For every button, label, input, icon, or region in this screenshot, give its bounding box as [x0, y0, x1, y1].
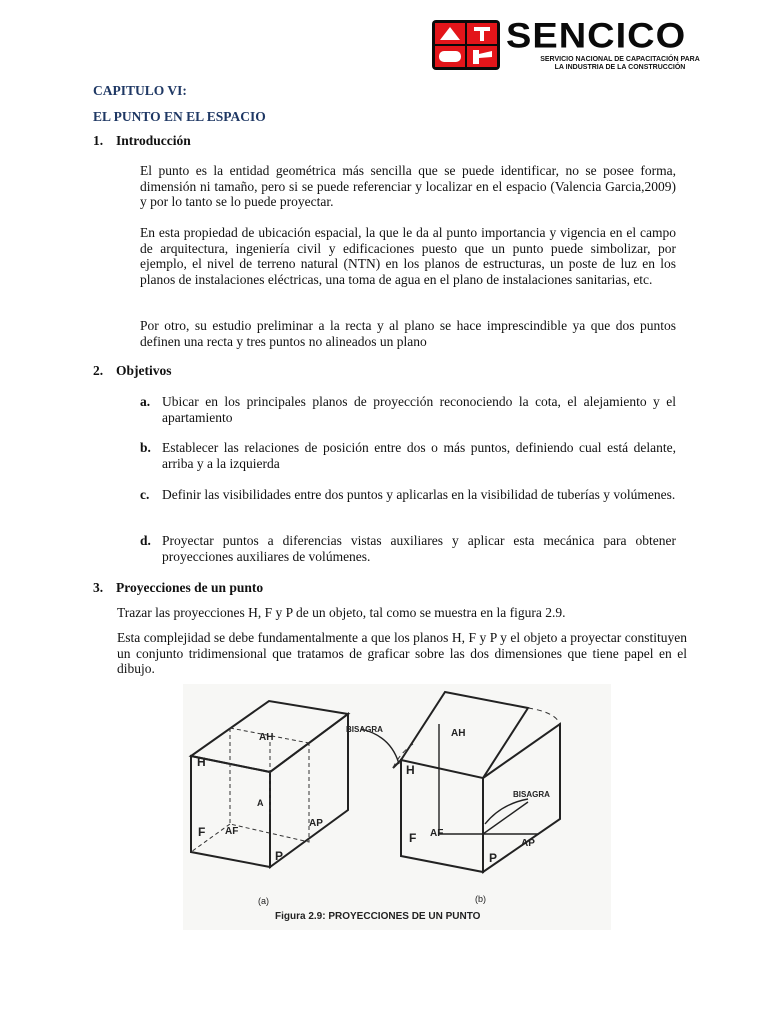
label-ah-b: AH [451, 728, 466, 739]
label-f-a: F [198, 825, 206, 839]
section-heading-objetivos [93, 363, 172, 379]
objective-text: Definir las visibilidades entre dos puntos y aplicarlas en la visibilidad de tuberías y volúmenes. [162, 487, 676, 502]
section-number: 3. [93, 580, 104, 595]
intro-paragraph-3: Por otro, su estudio preliminar a la recta y al plano se hace imprescindible ya que dos puntos definen una recta y tres puntos no alineados un plano [140, 318, 676, 349]
intro-paragraph-2: En esta propiedad de ubicación espacial, la que le da al punto importancia y vigencia en el campo de arquitectura, ingeniería civil y edificaciones puesto que un punto puede simbolizar, por ejemplo, el nivel de terreno natural (NTN) en los planos de estructuras, un poste de luz en los planos de instalaciones eléctricas, una toma de agua en el plano de instalaciones sanitarias, etc. [140, 225, 676, 287]
label-h-a: H [197, 755, 206, 769]
label-f-b: F [409, 831, 417, 845]
section-title: Objetivos [116, 363, 172, 378]
cube-b-rotation-arc-top [528, 708, 560, 724]
objective-item-a [140, 394, 676, 425]
label-ap-b: AP [521, 838, 535, 849]
label-bisagra-2: BISAGRA [513, 790, 550, 799]
label-af-b: AF [430, 828, 444, 839]
label-a-a: A [257, 798, 264, 808]
objective-item-c [140, 487, 676, 503]
sencico-logo [432, 17, 732, 72]
cube-a-side-face [270, 714, 348, 867]
objective-letter: d. [140, 533, 151, 548]
section-title: Introducción [116, 133, 191, 148]
label-ah-a: AH [259, 732, 274, 743]
label-ap-a: AP [309, 818, 323, 829]
figure-caption: Figura 2.9: PROYECCIONES DE UN PUNTO [275, 911, 481, 922]
figure-projections-of-point [183, 684, 611, 930]
sencico-emblem-icon [432, 20, 500, 70]
intro-paragraph-1: El punto es la entidad geométrica más sencilla que se puede identificar, no se posee forma, dimensión ni tamaño, pero si se puede referenciar y localizar en el espacio (Valencia Garcia,2009) y por lo tanto se lo puede proyectar. [140, 163, 676, 209]
section-number: 1. [93, 133, 104, 148]
objective-letter: b. [140, 440, 151, 455]
section-heading-introduccion [93, 133, 191, 149]
section-number: 2. [93, 363, 104, 378]
label-af-a: AF [225, 826, 239, 837]
chapter-title: EL PUNTO EN EL ESPACIO [93, 109, 266, 124]
sencico-subtitle-line-2: LA INDUSTRIA DE LA CONSTRUCCIÓN [554, 63, 686, 71]
objective-item-d [140, 533, 676, 564]
objective-text: Proyectar puntos a diferencias vistas auxiliares y aplicar esta mecánica para obtener proyecciones auxiliares de volúmenes. [162, 533, 676, 564]
panel-label-a: (a) [258, 896, 269, 906]
sencico-subtitle-line-1: SERVICIO NACIONAL DE CAPACITACIÓN PARA [540, 56, 700, 63]
sencico-subtitle [512, 56, 728, 71]
panel-label-b: (b) [475, 894, 486, 904]
sencico-wordmark: SENCICO [506, 17, 687, 56]
section-heading-proyecciones [93, 580, 263, 596]
bisagra-arrow-left [361, 729, 399, 764]
section-title: Proyecciones de un punto [116, 580, 264, 595]
objective-letter: a. [140, 394, 151, 409]
cube-b-hinge-edge [393, 760, 401, 768]
projection-paragraph-2: Esta complejidad se debe fundamentalmente a que los planos H, F y P y el objeto a proyectar constituyen un conjunto tridimensional que tratamos de graficar sobre las dos dimensiones que tiene papel en el dibujo. [117, 630, 687, 676]
bisagra-arrow-right [485, 799, 528, 824]
label-p-a: P [275, 849, 284, 863]
objective-text: Establecer las relaciones de posición entre dos o más puntos, definiendo cual está delante, arriba y a la izquierda [162, 440, 676, 471]
objective-letter: c. [140, 487, 150, 502]
figure-drawing [183, 684, 611, 930]
label-h-b: H [406, 763, 415, 777]
cube-b-projector-lines [439, 724, 539, 834]
objective-item-b [140, 440, 676, 471]
objective-text: Ubicar en los principales planos de proyección reconociendo la cota, el alejamiento y el apartamiento [162, 394, 676, 425]
chapter-label: CAPITULO VI: [93, 83, 187, 98]
projection-paragraph-1: Trazar las proyecciones H, F y P de un objeto, tal como se muestra en la figura 2.9. [117, 605, 566, 620]
label-p-b: P [489, 851, 498, 865]
label-bisagra-1: BISAGRA [346, 725, 383, 734]
